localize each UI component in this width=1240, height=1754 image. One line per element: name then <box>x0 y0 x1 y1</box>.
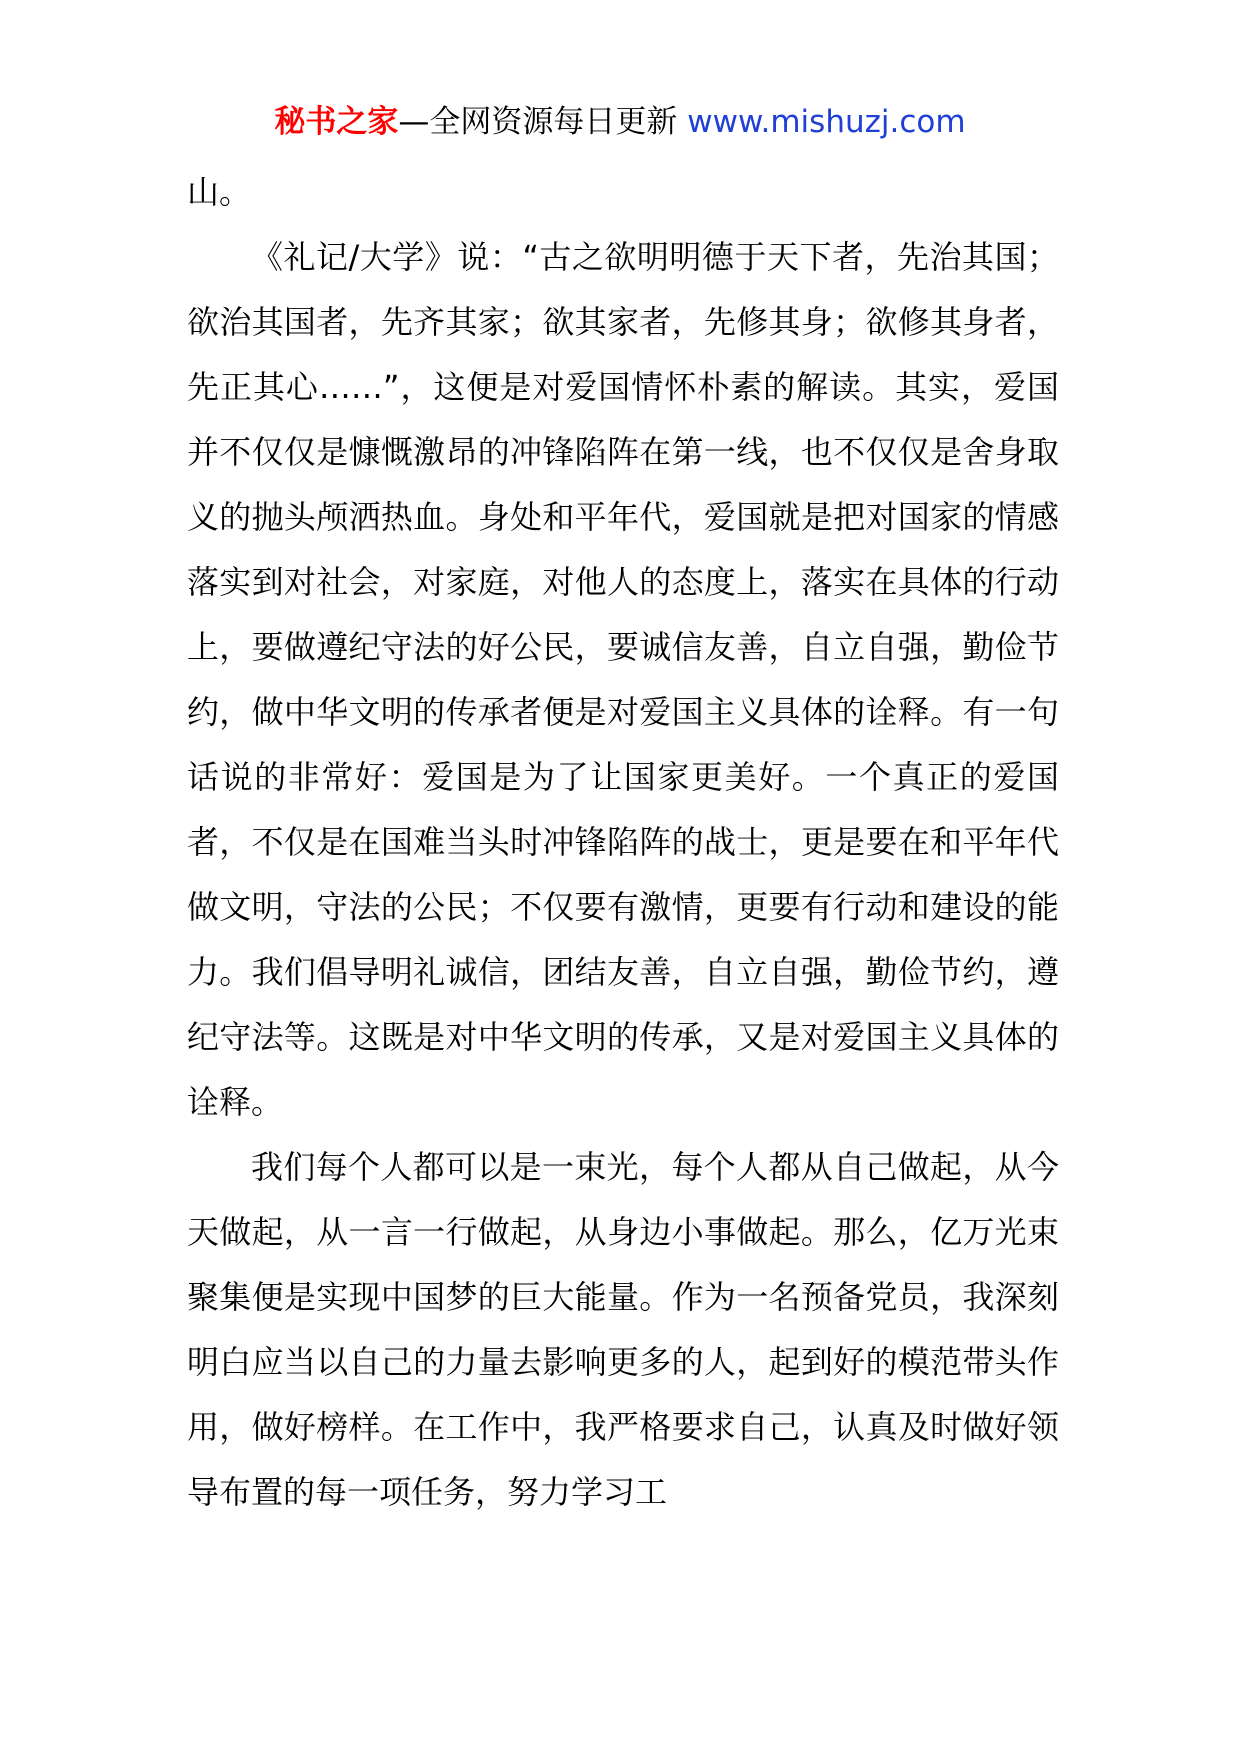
website-link[interactable]: www.mishuzj.com <box>687 104 966 140</box>
paragraph: 《礼记/大学》说：“古之欲明明德于天下者，先治其国；欲治其国者，先齐其家；欲其家者，先修其身；欲修其身者，先正其心……”，这便是对爱国情怀朴素的解读。其实，爱国并不仅仅是慷慨激昂的冲锋陷阵在第一线，也不仅仅是舍身取义的抛头颅洒热血。身处和平年代，爱国就是把对国家的情感落实到对社会，对家庭，对他人的态度上，落实在具体的行动上，要做遵纪守法的好公民，要诚信友善，自立自强，勤俭节约，做中华文明的传承者便是对爱国主义具体的诠释。有一句话说的非常好：爱国是为了让国家更美好。一个真正的爱国者，不仅是在国难当头时冲锋陷阵的战士，更是要在和平年代做文明，守法的公民；不仅要有激情，更要有行动和建设的能力。我们倡导明礼诚信，团结友善，自立自强，勤俭节约，遵纪守法等。这既是对中华文明的传承，又是对爱国主义具体的诠释。 <box>187 238 1059 1121</box>
document-body <box>187 160 1059 1525</box>
brand-name: 秘书之家 <box>274 104 399 140</box>
header-slogan: —全网资源每日更新 <box>398 104 688 140</box>
paragraph-fragment: 山。 <box>187 173 252 211</box>
paragraph: 我们每个人都可以是一束光，每个人都从自己做起，从今天做起，从一言一行做起，从身边小事做起。那么，亿万光束聚集便是实现中国梦的巨大能量。作为一名预备党员，我深刻明白应当以自己的力量去影响更多的人，起到好的模范带头作用，做好榜样。在工作中，我严格要求自己，认真及时做好领导布置的每一项任务，努力学习工 <box>187 1148 1059 1511</box>
page-header <box>0 100 1240 144</box>
